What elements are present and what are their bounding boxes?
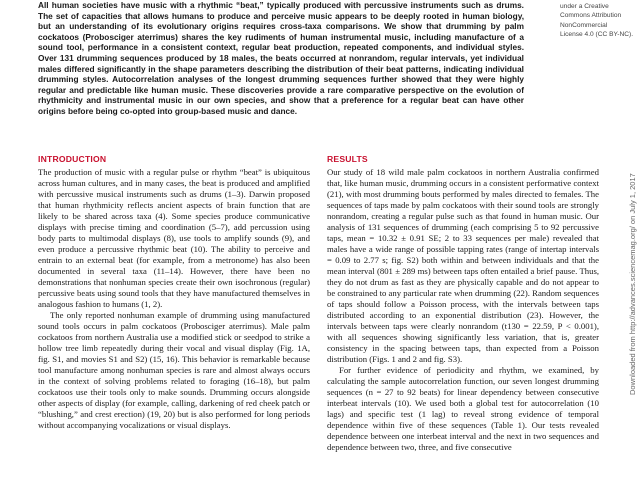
introduction-heading: INTRODUCTION [38,154,107,164]
results-column [327,154,599,480]
license-line: NonCommercial [560,21,608,29]
results-heading: RESULTS [327,154,368,164]
download-watermark-text[interactable]: Downloaded from http://advances.sciencemag.org/ on July 1, 2017 [628,173,637,395]
download-watermark [615,135,637,395]
results-paragraph-1: Our study of 18 wild male palm cockatoos in northern Australia confirmed that, like human music, drumming occurs in a consistent performative context (21), with most drumming bouts performed by males directed to females. The sequences of taps made by palm cockatoos with their sound tools are strongly nonrandom, creating a regular pulse such as that found in human music. Our analysis of 131 sequences of drumming (each comprising 5 to 92 percussive taps, mean = 10.32 ± 0.91 SE; 2 to 33 sequences per male) revealed that males have a wide range of possible tapping rates (range of intertap intervals = 0.09 to 2.77 s; fig. S2) both within and between individuals and that the mean interval (801 ± 289 ms) between taps often entailed a brief pause. Thus, they do not drum as fast as they are physically capable and do not appear to be constrained to any particular rate when drumming (22). Random sequences of taps should follow a Poisson process, with the intervals between taps distributed according to an exponential distribution (23). However, the intervals between taps were clearly nonrandom (t130 = 22.59, P < 0.001), with all sequences showing significantly less variation, that is, greater consistency in the spacing between taps, than expected from a Poisson distribution (Figs. 1 and 2 and fig. S3). [327,167,599,364]
license-note [560,2,634,40]
results-paragraph-2: For further evidence of periodicity and rhythm, we examined, by calculating the sample autocorrelation function, our seven longest drumming sequences (n = 27 to 92 beats) for linear dependency between consecutive interbeat intervals (10). We used both a global test for autocorrelation (10 lags) and specific test (1 lag) to reveal strong evidence of temporal dependence within five of these sequences (Table 1). Our tests revealed dependence between one interbeat interval and the next in two sequences and dependence between two, three, and five consecutive [327,365,599,452]
introduction-column [38,154,310,480]
abstract: All human societies have music with a rhythmic “beat,” typically produced with percussive instruments such as drums. The set of capacities that allows humans to produce and perceive music appears to be deeply rooted in human biology, but an understanding of its evolutionary origins requires cross-taxa comparisons. We show that drumming by palm cockatoos (Probosciger aterrimus) shares the key rudiments of human instrumental music, including manufacture of a sound tool, performance in a consistent context, regular beat production, repeated components, and individual styles. Over 131 drumming sequences produced by 18 males, the beats occurred at nonrandom, regular intervals, yet individual males differed significantly in the shape parameters describing the distribution of their beat patterns, indicating individual drumming styles. Autocorrelation analyses of the longest drumming sequences further showed that they were highly regular and predictable like human music. These discoveries provide a rare comparative perspective on the evolution of rhythmicity and instrumental music in our own species, and show that a preference for a regular beat can have other origins before being co-opted into group-based music and dance. [38,0,524,116]
introduction-paragraph-1: The production of music with a regular pulse or rhythm “beat” is ubiquitous across human cultures, and in many cases, the beat is produced and amplified with percussive musical instruments such as drums (1–3). Darwin proposed that human rhythmicity reflects ancient aspects of brain function that are likely to be shared across taxa (4). Some species produce communicative displays with precise timing and coordination (5–7), add percussion using body parts to multimodal displays (8), use tools to amplify sounds (9), and even produce a percussive rhythmic beat (10). The ability to perceive and entrain to an external beat (for example, from a metronome) has also been documented in several taxa (11–14). However, there have been no demonstrations that nonhuman species create their own isochronous (regular) percussive beats using sound tools that they have manufactured themselves in analogous fashion to humans (1, 2). [38,167,310,309]
license-line: License 4.0 (CC BY-NC). [560,31,634,39]
introduction-paragraph-2: The only reported nonhuman example of drumming using manufactured sound tools occurs in palm cockatoos (Probosciger aterrimus). Male palm cockatoos from northern Australia use a modified stick or seedpod to strike a hollow tree limb repeatedly during their vocal and visual display (Fig. 1A, fig. S1, and movies S1 and S2) (15, 16). This behavior is remarkable because tool manufacture among nonhuman species is rare and almost always occurs in the context of solving problems related to foraging (16–18), but palm cockatoos use their tools only to make sounds. Drumming occurs alongside other aspects of display (for example, calling, darkening of red cheek patch or “blushing,” and crest erection) (19, 20) but is also performed for long periods without accompanying vocalizations or visual displays. [38,310,310,430]
license-line: under a Creative [560,3,609,10]
license-line: Commons Attribution [560,12,622,20]
